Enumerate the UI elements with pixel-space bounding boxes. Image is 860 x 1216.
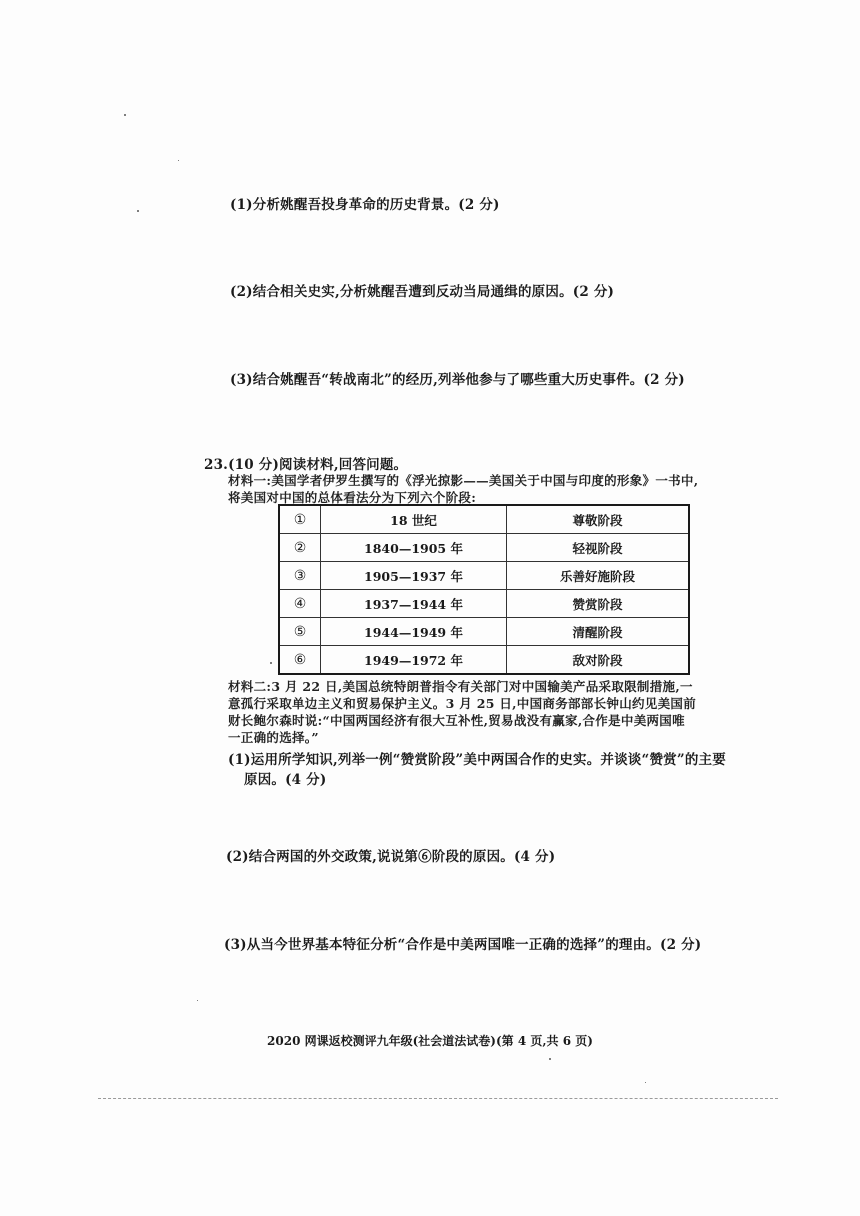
row-number: ⑥ (279, 646, 321, 675)
row-period: 18 世纪 (321, 505, 507, 534)
row-stage: 赞赏阶段 (507, 590, 690, 618)
row-period: 1949—1972 年 (321, 646, 507, 675)
question-23-part-1-line-1: (1)运用所学知识,列举一例“赞赏阶段”美中两国合作的史实。并谈谈“赞赏”的主要 (228, 752, 726, 768)
row-stage: 敌对阶段 (507, 646, 690, 675)
table-row (279, 618, 689, 646)
question-22-part-2: (2)结合相关史实,分析姚醒吾遭到反动当局通缉的原因。(2 分) (230, 284, 615, 300)
row-number: ⑤ (279, 618, 321, 646)
row-period: 1944—1949 年 (321, 618, 507, 646)
question-23-part-3: (3)从当今世界基本特征分析“合作是中美两国唯一正确的选择”的理由。(2 分) (224, 937, 702, 953)
material-2-line-3: 财长鲍尔森时说:“中国两国经济有很大互补性,贸易战没有赢家,合作是中美两国唯 (228, 713, 685, 728)
row-number: ④ (279, 590, 321, 618)
question-23-part-1-line-2: 原因。(4 分) (244, 772, 327, 788)
question-23-heading: 23.(10 分)阅读材料,回答问题。 (204, 457, 408, 473)
scan-speck (124, 114, 126, 116)
scan-speck (270, 662, 272, 664)
table-row (279, 534, 689, 562)
table-row (279, 590, 689, 618)
scan-speck (137, 210, 139, 212)
material-1-line-2: 将美国对中国的总体看法分为下列六个阶段: (228, 490, 477, 505)
question-22-part-3: (3)结合姚醒吾“转战南北”的经历,列举他参与了哪些重大历史事件。(2 分) (230, 372, 685, 388)
row-period: 1937—1944 年 (321, 590, 507, 618)
table-row (279, 646, 689, 675)
scan-speck (645, 1082, 646, 1083)
material-2-line-1: 材料二:3 月 22 日,美国总统特朗普指令有关部门对中国输美产品采取限制措施,一 (228, 679, 693, 694)
row-stage: 乐善好施阶段 (507, 562, 690, 590)
row-stage: 尊敬阶段 (507, 505, 690, 534)
stages-table (278, 504, 690, 675)
scan-divider (98, 1098, 778, 1100)
table-row (279, 562, 689, 590)
page-footer: 2020 网课返校测评九年级(社会道法试卷)(第 4 页,共 6 页) (267, 1034, 593, 1048)
scan-speck (178, 160, 179, 161)
question-23-part-2: (2)结合两国的外交政策,说说第⑥阶段的原因。(4 分) (226, 849, 556, 865)
material-1-line-1: 材料一:美国学者伊罗生撰写的《浮光掠影——美国关于中国与印度的形象》一书中, (228, 473, 699, 488)
row-stage: 清醒阶段 (507, 618, 690, 646)
row-period: 1905—1937 年 (321, 562, 507, 590)
question-22-part-1: (1)分析姚醒吾投身革命的历史背景。(2 分) (230, 197, 500, 213)
scan-speck (197, 1000, 198, 1001)
material-2-line-4: 一正确的选择。” (228, 730, 319, 745)
row-stage: 轻视阶段 (507, 534, 690, 562)
scan-speck (549, 1058, 551, 1060)
row-number: ① (279, 505, 321, 534)
row-number: ② (279, 534, 321, 562)
material-2-line-2: 意孤行采取单边主义和贸易保护主义。3 月 25 日,中国商务部部长钟山约见美国前 (228, 696, 697, 711)
row-number: ③ (279, 562, 321, 590)
table-row (279, 505, 689, 534)
row-period: 1840—1905 年 (321, 534, 507, 562)
